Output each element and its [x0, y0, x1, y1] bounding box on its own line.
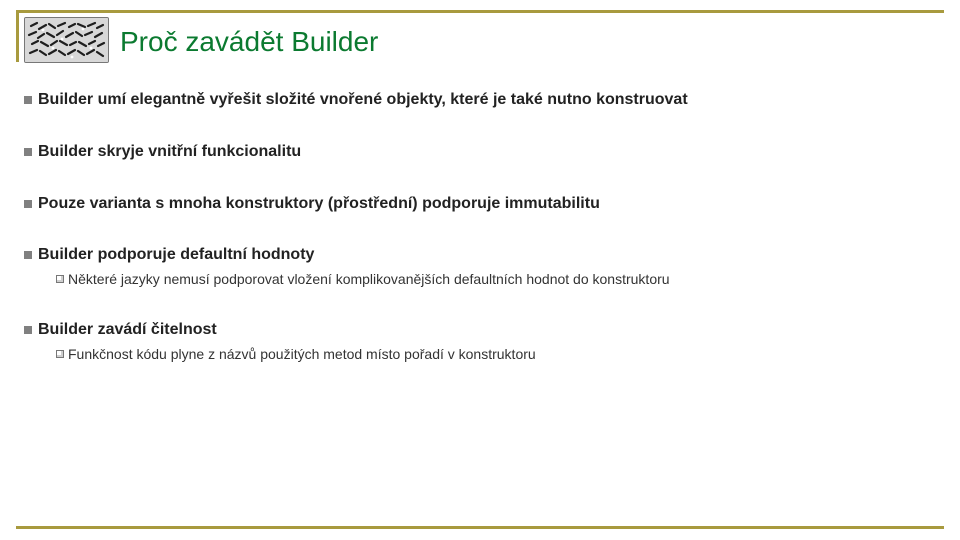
slide-title: Proč zavádět Builder	[120, 26, 379, 57]
bullet-item	[24, 192, 600, 216]
hollow-square-bullet-icon	[56, 350, 64, 358]
bullet-text: Builder umí elegantně vyřešit složité vnořené objekty, které je také nutno konstruovat	[38, 91, 688, 108]
bullet-item	[24, 318, 217, 342]
square-bullet-icon	[24, 326, 32, 334]
footer-rule	[16, 526, 944, 529]
bullet-text: Pouze varianta s mnoha konstruktory (přostřední) podporuje immutabilitu	[38, 195, 600, 212]
hollow-square-bullet-icon	[56, 275, 64, 283]
square-bullet-icon	[24, 251, 32, 259]
bullet-text: Builder skryje vnitřní funkcionalitu	[38, 143, 302, 160]
bullet-text: Builder zavádí čitelnost	[38, 321, 217, 338]
square-bullet-icon	[24, 96, 32, 104]
bullet-text: Builder podporuje defaultní hodnoty	[38, 246, 315, 263]
square-bullet-icon	[24, 148, 32, 156]
square-bullet-icon	[24, 200, 32, 208]
title-frame-top-rule	[16, 10, 944, 13]
bullet-item	[24, 243, 314, 267]
sub-bullet-item	[56, 344, 536, 364]
sub-bullet-text: Některé jazyky nemusí podporovat vložení komplikovanějších defaultních hodnot do konstruktoru	[68, 271, 670, 287]
logo-graphic	[25, 18, 108, 62]
sub-bullet-text: Funkčnost kódu plyne z názvů použitých metod místo pořadí v konstruktoru	[68, 346, 536, 362]
logo-image	[24, 17, 109, 63]
bullet-item	[24, 140, 301, 164]
sub-bullet-item	[56, 269, 670, 289]
bullet-item	[24, 88, 688, 112]
title-frame-left-rule	[16, 10, 19, 62]
